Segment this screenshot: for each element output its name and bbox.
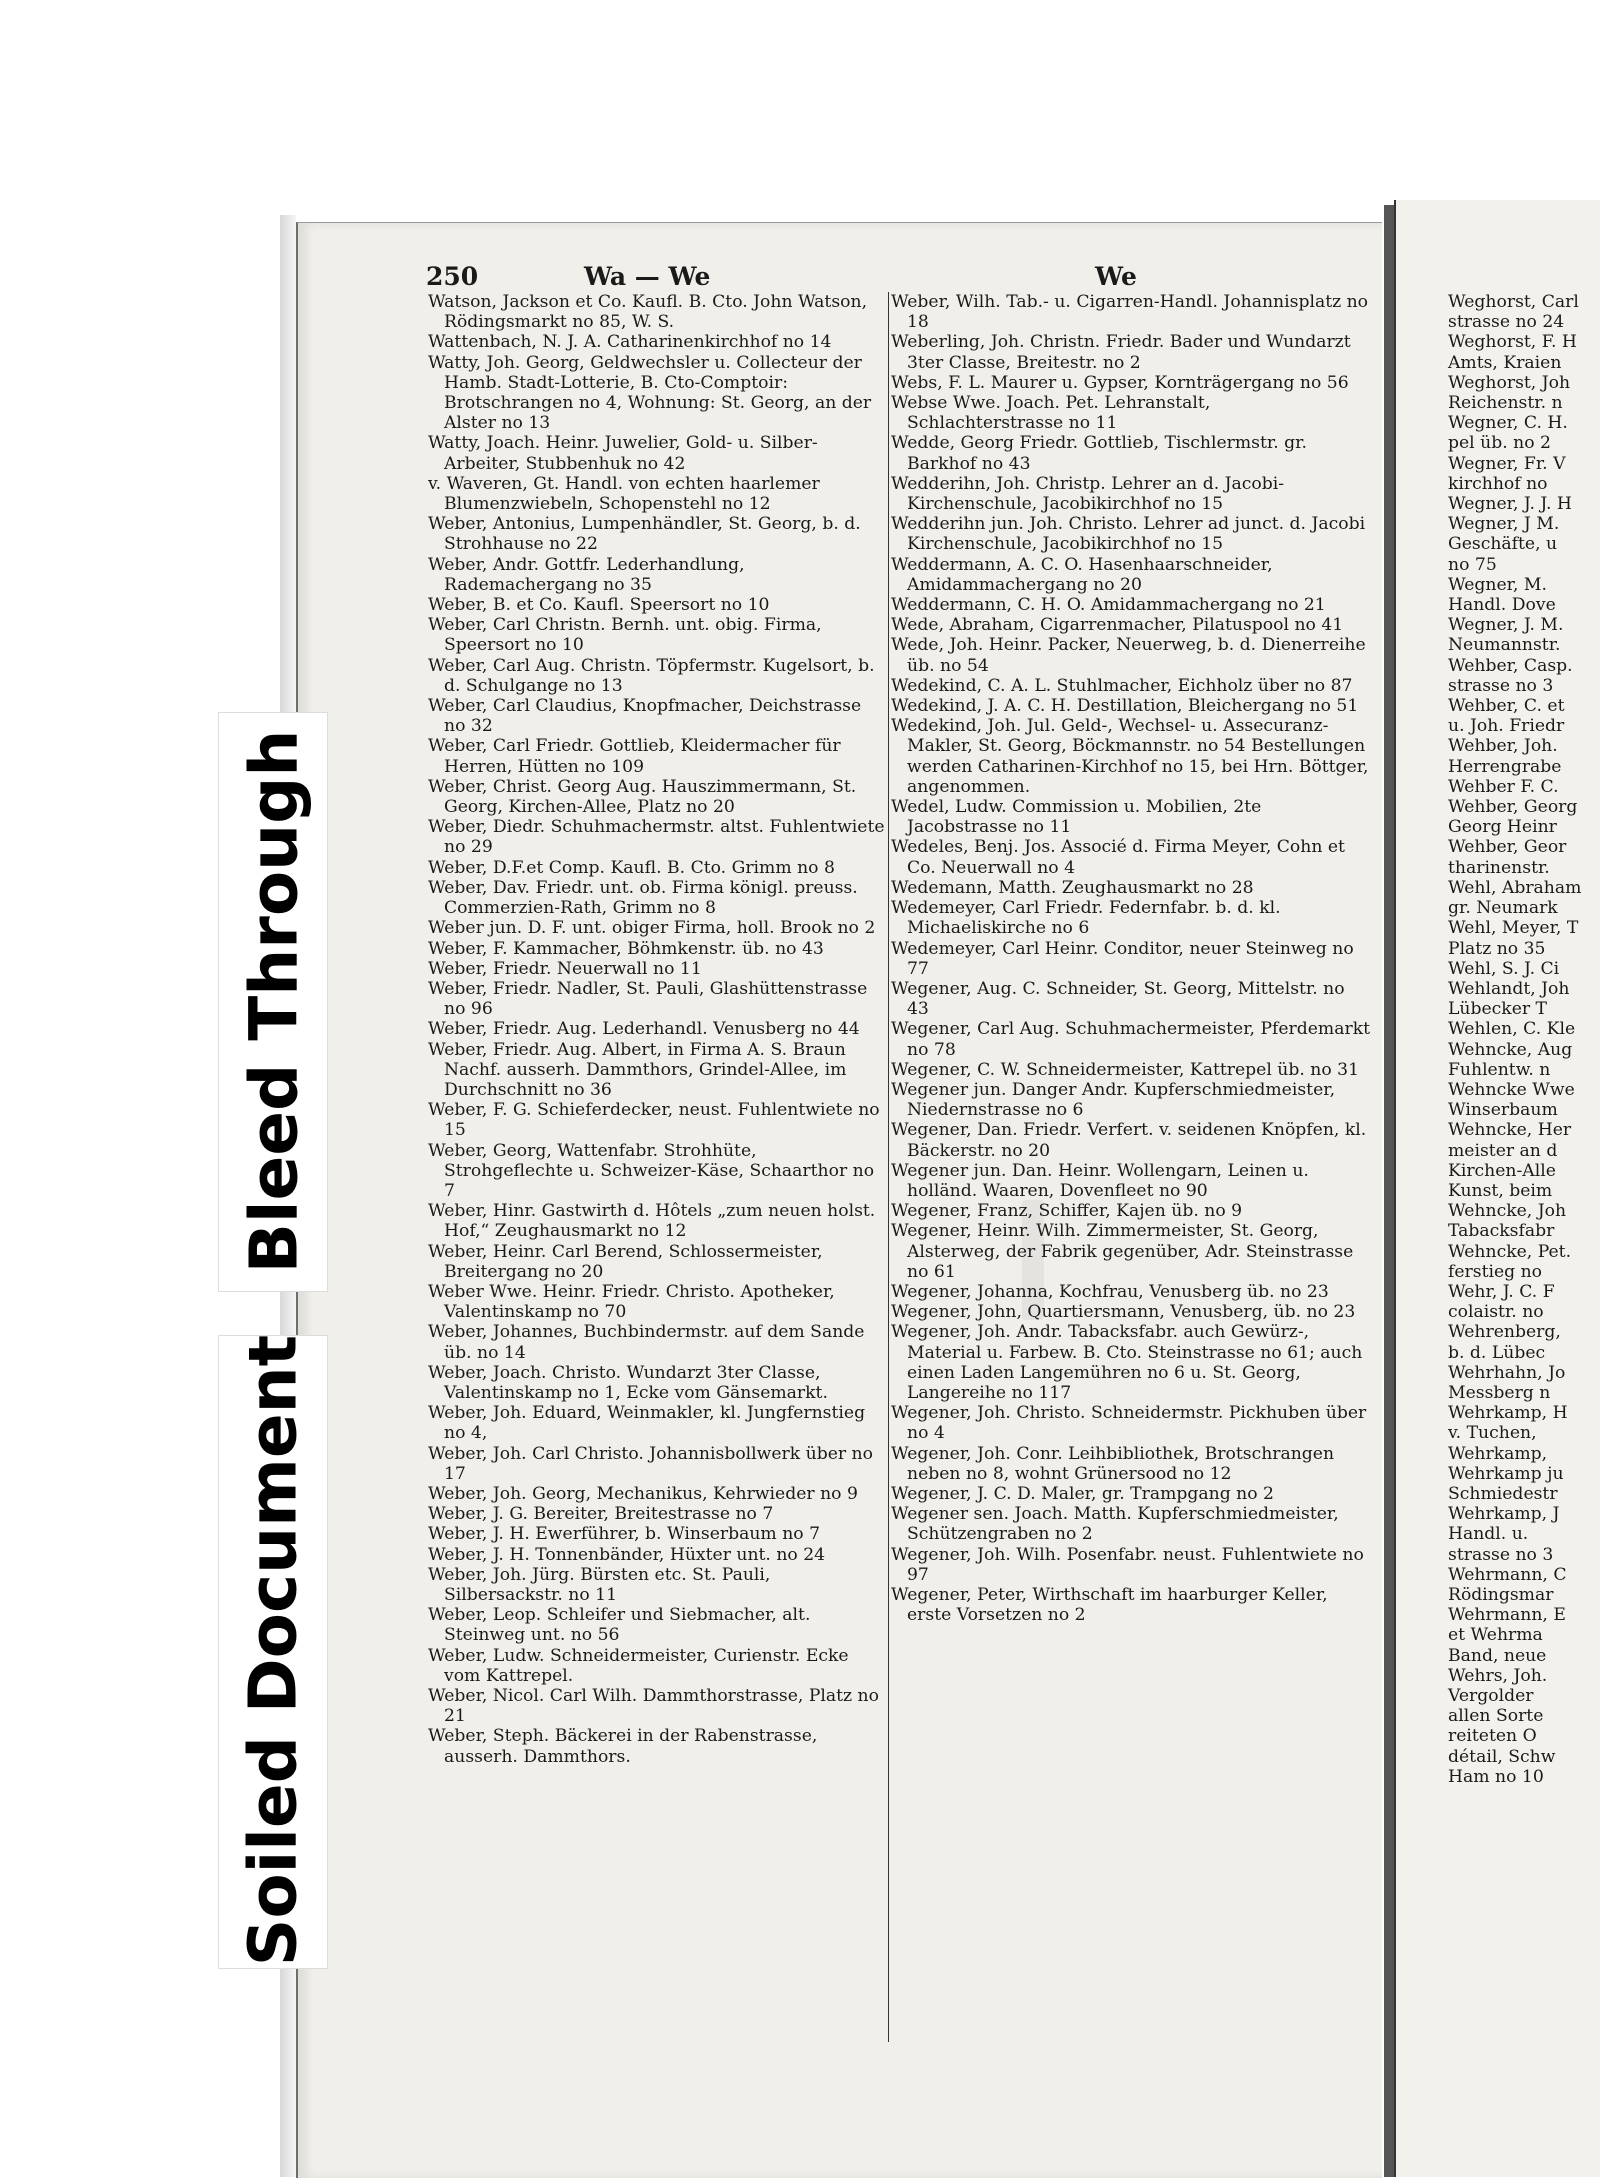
directory-entry: Wegener, Johanna, Kochfrau, Venusberg üb. no 23 bbox=[891, 1281, 1329, 1302]
directory-entry: Weghorst, Carl bbox=[1448, 292, 1579, 312]
directory-entry: Wegener, Joh. Conr. Leihbibliothek, Brotschrangen neben no 8, wohnt Grünersood no 12 bbox=[891, 1443, 1335, 1484]
directory-entry: Wegner, J. M. bbox=[1448, 615, 1564, 636]
directory-entry: Messberg n bbox=[1448, 1382, 1551, 1403]
directory-entry: Wegner, M. bbox=[1448, 574, 1547, 595]
left-column bbox=[428, 292, 886, 1767]
directory-entry: Wehlen, C. Kle bbox=[1448, 1019, 1576, 1040]
directory-entry: Wede, Joh. Heinr. Packer, Neuerweg, b. d. Dienerreihe üb. no 54 bbox=[891, 635, 1366, 676]
directory-entry: Webse Wwe. Joach. Pet. Lehranstalt, Schlachterstrasse no 11 bbox=[891, 393, 1211, 434]
directory-entry: Weber jun. D. F. unt. obiger Firma, holl. Brook no 2 bbox=[428, 918, 876, 939]
directory-entry: Wehber, Geor bbox=[1448, 837, 1567, 858]
directory-entry: Wegener jun. Danger Andr. Kupferschmiedmeister, Niedernstrasse no 6 bbox=[891, 1079, 1336, 1121]
directory-entry: Wehber, C. et bbox=[1448, 696, 1565, 717]
directory-entry: Platz no 35 bbox=[1448, 938, 1546, 959]
directory-entry: Wehrhahn, Jo bbox=[1448, 1362, 1566, 1383]
directory-entry: Wedde, Georg Friedr. Gottlieb, Tischlermstr. gr. Barkhof no 43 bbox=[891, 433, 1307, 474]
directory-entry: Wehlandt, Joh bbox=[1448, 978, 1570, 999]
directory-entry: Tabacksfabr bbox=[1448, 1221, 1555, 1242]
directory-entry: Wegener, Joh. Wilh. Posenfabr. neust. Fuhlentwiete no 97 bbox=[891, 1544, 1364, 1585]
directory-entry: Geschäfte, u bbox=[1448, 534, 1558, 555]
directory-entry: Wedekind, Joh. Jul. Geld-, Wechsel- u. Assecuranz-Makler, St. Georg, Böckmannstr. no 54 Bestellungen werden Catharinen-Kirchhof no 15, bei Hrn. Böttger, angenommen. bbox=[891, 716, 1369, 797]
directory-entry: Weddermann, A. C. O. Hasenhaarschneider, Amidammachergang no 20 bbox=[891, 554, 1273, 595]
directory-entry: meister an d bbox=[1448, 1140, 1558, 1161]
directory-entry: Weber, Ludw. Schneidermeister, Curienstr. Ecke vom Kattrepel. bbox=[428, 1645, 849, 1686]
directory-entry: Amts, Kraien bbox=[1448, 352, 1562, 373]
directory-entry: et Wehrma bbox=[1448, 1625, 1543, 1646]
directory-entry: Weber Wwe. Heinr. Friedr. Christo. Apotheker, Valentinskamp no 70 bbox=[428, 1281, 835, 1323]
directory-entry: Weber, J. G. Bereiter, Breitestrasse no 7 bbox=[428, 1504, 774, 1525]
directory-entry: Weddermann, C. H. O. Amidammachergang no 21 bbox=[891, 595, 1326, 616]
directory-entry: Weber, Johannes, Buchbindermstr. auf dem Sande üb. no 14 bbox=[428, 1322, 865, 1363]
directory-entry: Weber, Joh. Eduard, Weinmakler, kl. Jungfernstieg no 4, bbox=[428, 1403, 866, 1444]
directory-entry: Weghorst, F. H bbox=[1448, 332, 1577, 353]
page-number: 250 bbox=[426, 262, 479, 291]
directory-entry: détail, Schw bbox=[1448, 1746, 1556, 1767]
directory-entry: Handl. Dove bbox=[1448, 595, 1556, 616]
directory-entry: Weber, Carl Friedr. Gottlieb, Kleidermacher für Herren, Hütten no 109 bbox=[428, 736, 841, 777]
directory-entry: Rödingsmar bbox=[1448, 1585, 1554, 1605]
directory-entry: Webs, F. L. Maurer u. Gypser, Kornträgergang no 56 bbox=[891, 372, 1349, 393]
directory-entry: Wehrkamp, H bbox=[1448, 1403, 1568, 1424]
directory-entry: Handl. u. bbox=[1448, 1524, 1529, 1545]
directory-entry: Wehrenberg, bbox=[1448, 1322, 1561, 1343]
directory-entry: strasse no 3 bbox=[1448, 675, 1554, 696]
directory-entry: Weghorst, Joh bbox=[1448, 372, 1571, 393]
directory-entry: Wehncke, Pet. bbox=[1448, 1241, 1572, 1262]
directory-entry: Wegner, C. H. bbox=[1448, 413, 1568, 434]
directory-entry: Weber, Carl Aug. Christn. Töpfermstr. Kugelsort, b. d. Schulgange no 13 bbox=[428, 655, 875, 696]
directory-entry: Weber, Hinr. Gastwirth d. Hôtels „zum neuen holst. Hof,“ Zeughausmarkt no 12 bbox=[428, 1201, 876, 1242]
directory-entry: Wehl, Abraham bbox=[1448, 877, 1582, 898]
page-header-title: Wa — We bbox=[584, 262, 711, 291]
directory-entry: Wegner, Fr. V bbox=[1448, 453, 1566, 474]
bleed-through-label bbox=[218, 712, 328, 1292]
directory-entry: Wehber, Joh. bbox=[1448, 736, 1558, 757]
directory-entry: Neumannstr. bbox=[1448, 635, 1561, 656]
directory-entry: Wegener, J. C. D. Maler, gr. Trampgang no 2 bbox=[891, 1483, 1274, 1504]
directory-entry: Wegener, Carl Aug. Schuhmachermeister, Pferdemarkt no 78 bbox=[891, 1019, 1371, 1060]
directory-entry: colaistr. no bbox=[1448, 1302, 1544, 1323]
directory-entry: Weber, Diedr. Schuhmachermstr. altst. Fuhlentwiete no 29 bbox=[428, 817, 885, 858]
directory-entry: Weber, J. H. Tonnenbänder, Hüxter unt. no 24 bbox=[428, 1544, 826, 1565]
directory-entry: Wehr, J. C. F bbox=[1448, 1281, 1555, 1302]
directory-entry: Weber, Carl Christn. Bernh. unt. obig. Firma, Speersort no 10 bbox=[428, 615, 822, 656]
directory-entry: Weber, J. H. Ewerführer, b. Winserbaum no 7 bbox=[428, 1524, 821, 1545]
directory-entry: Weber, Joach. Christo. Wundarzt 3ter Classe, Valentinskamp no 1, Ecke vom Gänsemarkt. bbox=[428, 1362, 828, 1403]
directory-entry: Wehber F. C. bbox=[1448, 776, 1559, 797]
directory-entry: Weber, Wilh. Tab.- u. Cigarren-Handl. Johannisplatz no 18 bbox=[891, 292, 1369, 333]
directory-entry: Weber, Friedr. Neuerwall no 11 bbox=[428, 958, 702, 979]
directory-entry: Wedekind, C. A. L. Stuhlmacher, Eichholz über no 87 bbox=[891, 675, 1353, 696]
directory-entry: Wegner, J M. bbox=[1448, 514, 1560, 535]
directory-entry: Wedemann, Matth. Zeughausmarkt no 28 bbox=[891, 877, 1254, 898]
directory-entry: Wattenbach, N. J. A. Catharinenkirchhof no 14 bbox=[428, 332, 832, 353]
directory-entry: Weber, Leop. Schleifer und Siebmacher, alt. Steinweg unt. no 56 bbox=[428, 1605, 811, 1646]
directory-entry: Wehncke Wwe bbox=[1448, 1079, 1575, 1100]
directory-entry: Weber, Georg, Wattenfabr. Strohhüte, Strohgeflechte u. Schweizer-Käse, Schaarthor no 7 bbox=[428, 1140, 875, 1201]
directory-entry: Weber, F. Kammacher, Böhmkenstr. üb. no 43 bbox=[428, 938, 824, 959]
directory-entry: Wehrkamp ju bbox=[1448, 1463, 1564, 1484]
directory-entry: Weberling, Joh. Christn. Friedr. Bader und Wundarzt 3ter Classe, Breitestr. no 2 bbox=[891, 332, 1351, 373]
directory-entry: no 75 bbox=[1448, 554, 1497, 575]
directory-entry: Wedeles, Benj. Jos. Associé d. Firma Meyer, Cohn et Co. Neuerwall no 4 bbox=[891, 837, 1345, 878]
directory-entry: Wegener, Dan. Friedr. Verfert. v. seidenen Knöpfen, kl. Bäckerstr. no 20 bbox=[891, 1120, 1367, 1161]
middle-column bbox=[888, 292, 1371, 2042]
directory-entry: Wehrkamp, bbox=[1448, 1443, 1548, 1464]
directory-entry: v. Tuchen, bbox=[1448, 1423, 1537, 1444]
bleed-through-label-text: Bleed Through bbox=[235, 729, 313, 1274]
directory-entry: Wegener, John, Quartiersmann, Venusberg, üb. no 23 bbox=[891, 1302, 1356, 1323]
directory-entry: Wegener, Joh. Andr. Tabacksfabr. auch Gewürz-, Material u. Farbew. B. Cto. Steinstrasse no 61; auch einen Laden Langemühren no 6 u. St. Georg, Langereihe no 117 bbox=[891, 1322, 1363, 1403]
directory-entry: Wehber, Casp. bbox=[1448, 655, 1573, 676]
directory-entry: Wedderihn jun. Joh. Christo. Lehrer ad junct. d. Jacobi Kirchenschule, Jacobikirchhof no 15 bbox=[891, 514, 1366, 555]
directory-entry: v. Waveren, Gt. Handl. von echten haarlemer Blumenzwiebeln, Schopenstehl no 12 bbox=[428, 473, 820, 515]
directory-entry: Wegner, J. J. H bbox=[1448, 494, 1572, 515]
directory-entry: Weber, Friedr. Aug. Albert, in Firma A. S. Braun Nachf. ausserh. Dammthors, Grindel-Allee, im Durchschnitt no 36 bbox=[428, 1039, 847, 1100]
directory-entry: Weber, Nicol. Carl Wilh. Dammthorstrasse, Platz no 21 bbox=[428, 1686, 879, 1727]
directory-entry: Wehrmann, E bbox=[1448, 1605, 1566, 1626]
directory-entry: Weber, Friedr. Nadler, St. Pauli, Glashüttenstrasse no 96 bbox=[428, 978, 868, 1020]
directory-entry: Watson, Jackson et Co. Kaufl. B. Cto. John Watson, Rödingsmarkt no 85, W. S. bbox=[428, 292, 868, 333]
directory-entry: Wegener, Heinr. Wilh. Zimmermeister, St. Georg, Alsterweg, der Fabrik gegenüber, Adr. Steinstrasse no 61 bbox=[891, 1221, 1354, 1282]
directory-entry: Wedderihn, Joh. Christp. Lehrer an d. Jacobi-Kirchenschule, Jacobikirchhof no 15 bbox=[891, 473, 1285, 515]
directory-entry: Watty, Joach. Heinr. Juwelier, Gold- u. Silber-Arbeiter, Stubbenhuk no 42 bbox=[428, 433, 818, 474]
directory-entry: Wegener jun. Dan. Heinr. Wollengarn, Leinen u. holländ. Waaren, Dovenfleet no 90 bbox=[891, 1160, 1309, 1201]
directory-entry: Weber, Andr. Gottfr. Lederhandlung, Rademachergang no 35 bbox=[428, 554, 745, 595]
directory-entry: Wedekind, J. A. C. H. Destillation, Bleichergang no 51 bbox=[891, 696, 1359, 717]
directory-entry: Wehber, Georg bbox=[1448, 797, 1578, 818]
directory-entry: Weber, B. et Co. Kaufl. Speersort no 10 bbox=[428, 595, 770, 616]
directory-entry: Weber, Joh. Carl Christo. Johannisbollwerk über no 17 bbox=[428, 1443, 873, 1484]
directory-entry: Wehncke, Her bbox=[1448, 1120, 1572, 1141]
directory-entry: Wegener, Joh. Christo. Schneidermstr. Pickhuben über no 4 bbox=[891, 1403, 1367, 1444]
directory-entry: Wehncke, Joh bbox=[1448, 1201, 1567, 1222]
page-gutter bbox=[1384, 205, 1394, 2177]
directory-entry: ferstieg no bbox=[1448, 1261, 1543, 1282]
directory-entry: Weber, Dav. Friedr. unt. ob. Firma königl. preuss. Commerzien-Rath, Grimm no 8 bbox=[428, 877, 858, 919]
directory-entry: reiteten O bbox=[1448, 1726, 1537, 1747]
soiled-document-label bbox=[218, 1335, 328, 1969]
directory-entry: Herrengrabe bbox=[1448, 756, 1562, 777]
directory-entry: Wedemeyer, Carl Friedr. Federnfabr. b. d. kl. Michaeliskirche no 6 bbox=[891, 898, 1281, 939]
directory-entry: u. Joh. Friedr bbox=[1448, 716, 1565, 737]
directory-entry: Wedemeyer, Carl Heinr. Conditor, neuer Steinweg no 77 bbox=[891, 938, 1354, 979]
directory-entry: Wehl, Meyer, T bbox=[1448, 918, 1579, 939]
directory-entry: Kirchen-Alle bbox=[1448, 1160, 1556, 1181]
directory-entry: Watty, Joh. Georg, Geldwechsler u. Collecteur der Hamb. Stadt-Lotterie, B. Cto-Comptoir: Brotschrangen no 4, Wohnung: St. Georg, an der Alster no 13 bbox=[428, 352, 872, 434]
directory-entry: Wehrkamp, J bbox=[1448, 1504, 1560, 1525]
directory-entry: Weber, D.F.et Comp. Kaufl. B. Cto. Grimm no 8 bbox=[428, 857, 835, 878]
directory-entry: Wegener, Franz, Schiffer, Kajen üb. no 9 bbox=[891, 1201, 1243, 1222]
directory-entry: gr. Neumark bbox=[1448, 898, 1558, 919]
directory-entry: Wegener sen. Joach. Matth. Kupferschmiedmeister, Schützengraben no 2 bbox=[891, 1504, 1339, 1545]
directory-entry: kirchhof no bbox=[1448, 473, 1548, 494]
directory-entry: Wede, Abraham, Cigarrenmacher, Pilatuspool no 41 bbox=[891, 615, 1344, 636]
directory-entry: Weber, F. G. Schieferdecker, neust. Fuhlentwiete no 15 bbox=[428, 1100, 880, 1141]
directory-entry: Weber, Carl Claudius, Knopfmacher, Deichstrasse no 32 bbox=[428, 696, 862, 737]
directory-entry: allen Sorte bbox=[1448, 1706, 1544, 1727]
directory-entry: Wehrs, Joh. bbox=[1448, 1665, 1548, 1686]
directory-entry: Vergolder bbox=[1448, 1686, 1534, 1707]
directory-entry: Wegener, Peter, Wirthschaft im haarburger Keller, erste Vorsetzen no 2 bbox=[891, 1585, 1328, 1626]
directory-entry: strasse no 3 bbox=[1448, 1544, 1554, 1565]
directory-entry: Schmiedestr bbox=[1448, 1483, 1558, 1504]
directory-entry: strasse no 24 bbox=[1448, 312, 1565, 333]
directory-entry: Wedel, Ludw. Commission u. Mobilien, 2te Jacobstrasse no 11 bbox=[891, 797, 1262, 838]
directory-entry: Weber, Joh. Jürg. Bürsten etc. St. Pauli, Silbersackstr. no 11 bbox=[428, 1564, 771, 1605]
directory-entry: Band, neue bbox=[1448, 1645, 1547, 1666]
soiled-document-label-text: Soiled Document bbox=[234, 1334, 312, 1967]
directory-entry: Wehrmann, C bbox=[1448, 1564, 1567, 1585]
directory-entry: Georg Heinr bbox=[1448, 817, 1557, 838]
column-header-right: We bbox=[1095, 262, 1137, 291]
directory-entry: Weber, Joh. Georg, Mechanikus, Kehrwieder no 9 bbox=[428, 1483, 858, 1504]
directory-entry: b. d. Lübec bbox=[1448, 1342, 1546, 1363]
directory-entry: Weber, Antonius, Lumpenhändler, St. Georg, b. d. Strohhause no 22 bbox=[428, 514, 861, 555]
directory-entry: Wegener, Aug. C. Schneider, St. Georg, Mittelstr. no 43 bbox=[891, 978, 1345, 1020]
directory-entry: Weber, Steph. Bäckerei in der Rabenstrasse, ausserh. Dammthors. bbox=[428, 1726, 818, 1767]
directory-entry: Fuhlentw. n bbox=[1448, 1059, 1551, 1080]
directory-entry: Wehl, S. J. Ci bbox=[1448, 958, 1560, 979]
directory-entry: Wegener, C. W. Schneidermeister, Kattrepel üb. no 31 bbox=[891, 1059, 1360, 1080]
directory-entry: tharinenstr. bbox=[1448, 857, 1550, 878]
directory-entry: Weber, Christ. Georg Aug. Hauszimmermann, St. Georg, Kirchen-Allee, Platz no 20 bbox=[428, 776, 857, 818]
directory-entry: Reichenstr. n bbox=[1448, 393, 1563, 414]
directory-entry: Weber, Heinr. Carl Berend, Schlossermeister, Breitergang no 20 bbox=[428, 1241, 823, 1282]
directory-entry: pel üb. no 2 bbox=[1448, 433, 1551, 454]
directory-entry: Ham no 10 bbox=[1448, 1766, 1544, 1787]
directory-entry: Kunst, beim bbox=[1448, 1180, 1553, 1201]
directory-entry: Weber, Friedr. Aug. Lederhandl. Venusberg no 44 bbox=[428, 1019, 860, 1040]
right-column-fragment bbox=[1448, 292, 1600, 1787]
directory-entry: Wehncke, Aug bbox=[1448, 1039, 1573, 1060]
directory-entry: Winserbaum bbox=[1448, 1100, 1558, 1121]
directory-entry: Lübecker T bbox=[1448, 999, 1548, 1020]
